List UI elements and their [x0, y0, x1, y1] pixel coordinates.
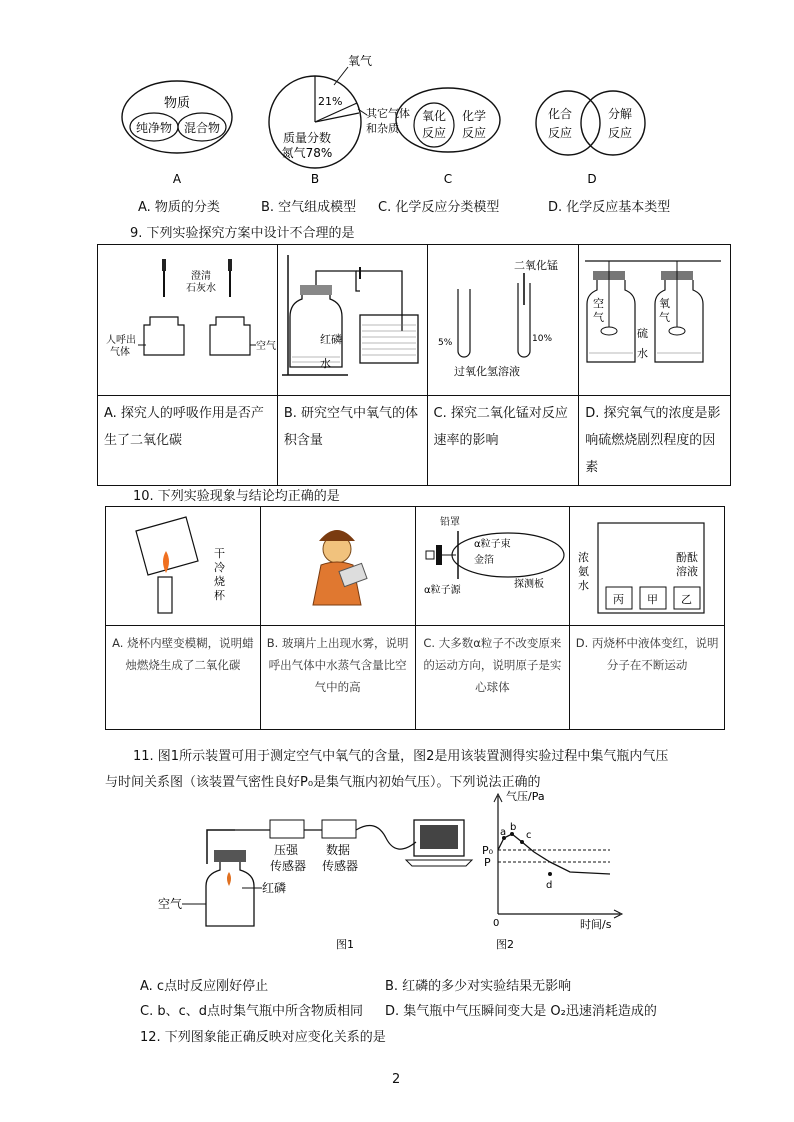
q10d-nh3-1: 浓 — [578, 551, 590, 564]
fig2-point-b: b — [510, 822, 517, 833]
q11-option-a: A. c点时反应刚好停止 — [140, 979, 269, 994]
q10c-source: α粒子源 — [423, 585, 461, 596]
fig1-air: 空气 — [158, 897, 183, 911]
model-d-letter: D — [587, 172, 597, 186]
q10-image-a — [106, 507, 259, 621]
q9a-bottle-right — [210, 317, 250, 355]
fig2-caption: 图2 — [496, 938, 514, 951]
fig1-sensor2a: 数据 — [326, 843, 351, 857]
fig1-data-sensor — [322, 820, 356, 838]
q9d-o2: 气 — [659, 311, 671, 324]
q9d-o1: 氧 — [659, 297, 671, 310]
model-b-oxygen: 氧气 — [348, 55, 373, 68]
q9d-air2: 气 — [593, 311, 605, 324]
fig2-curve — [498, 834, 610, 874]
q10a-label-0: 干 — [214, 547, 225, 560]
q11-option-c: C. b、c、d点时集气瓶中所含物质相同 — [140, 1004, 363, 1019]
model-a-outer — [122, 81, 232, 153]
q10d-phen1: 酚酞 — [676, 551, 699, 564]
fig2-ylabel: 气压/Pa — [506, 790, 545, 803]
q10-table — [105, 506, 725, 730]
q9a-reagent1: 澄清 — [191, 271, 211, 282]
q9c-5pct: 5% — [437, 338, 452, 348]
caption-a: A. 物质的分类 — [138, 200, 220, 215]
fig2-point-a: a — [500, 827, 507, 838]
q9-image-d — [579, 245, 729, 391]
q9b-flask — [290, 291, 342, 367]
q10c-detector: 探测板 — [513, 579, 544, 590]
q9a-left1: 人呼出 — [106, 335, 136, 346]
fig2-point-d: d — [546, 880, 553, 891]
q9-option-c: C. 探究二氧化锰对反应速率的影响 — [433, 406, 568, 448]
model-c-letter: C — [443, 172, 453, 186]
q9a-right: 空气 — [256, 341, 276, 352]
q10d-beaker-c: 丙 — [613, 593, 625, 606]
model-b-other1: 其它气体 — [366, 107, 410, 120]
q9c-h2o2: 过氧化氢溶液 — [453, 365, 520, 378]
fig1-sensor2b: 传感器 — [322, 859, 359, 873]
q10-image-b — [261, 507, 414, 621]
q10-title: 10. 下列实验现象与结论均正确的是 — [133, 489, 340, 504]
caption-c: C. 化学反应分类模型 — [378, 200, 500, 215]
q10-image-d — [570, 507, 723, 621]
q10a-label-1: 冷 — [214, 561, 225, 574]
caption-d: D. 化学反应基本类型 — [548, 200, 671, 215]
q9b-phosphorus: 红磷 — [319, 333, 342, 346]
q10d-phen2: 溶液 — [676, 565, 699, 578]
fig2-xlabel: 时间/s — [580, 918, 612, 931]
q10-option-d: D. 丙烧杯中液体变红，说明分子在不断运动 — [575, 636, 719, 672]
q9c-mno2: 二氧化锰 — [513, 259, 558, 272]
q9a-bottle-left — [144, 317, 184, 355]
q10c-beam: α粒子束 — [473, 539, 511, 550]
fig1-sensor1b: 传感器 — [270, 859, 307, 873]
model-c-left1: 氧化 — [421, 109, 447, 123]
q11-line2: 与时间关系图（该装置气密性良好P₀是集气瓶内初始气压）。下列说法正确的 — [105, 775, 541, 790]
q10-option-b: B. 玻璃片上出现水雾，说明呼出气体中水蒸气含量比空气中的高 — [266, 636, 409, 694]
fig2-point-c: c — [526, 830, 532, 841]
q11-line1: 11. 图1所示装置可用于测定空气中氧气的含量，图2是用该装置测得实验过程中集气瓶内气压 — [133, 749, 669, 764]
model-c-right1: 化学 — [461, 109, 487, 123]
q9d-air1: 空 — [593, 297, 605, 310]
model-d-right2: 反应 — [607, 126, 633, 140]
model-a-right-label: 混合物 — [183, 121, 221, 135]
q9-image-a — [98, 245, 276, 391]
fig1-pressure-sensor — [270, 820, 304, 838]
model-c-right2: 反应 — [461, 126, 487, 140]
model-c-left2: 反应 — [421, 126, 447, 140]
q10-option-c: C. 大多数α粒子不改变原来的运动方向，说明原子是实心球体 — [423, 636, 562, 694]
model-d-right1: 分解 — [607, 107, 633, 121]
q9-option-a: A. 探究人的呼吸作用是否产生了二氧化碳 — [104, 406, 264, 448]
q11-option-d: D. 集气瓶中气压瞬间变大是 O₂迅速消耗造成的 — [385, 1004, 657, 1019]
model-b-letter: B — [310, 172, 320, 186]
q9-table — [97, 244, 731, 486]
q9b-water: 水 — [319, 357, 331, 370]
fig1-sensor1a: 压强 — [274, 843, 299, 857]
q9-title: 9. 下列实验探究方案中设计不合理的是 — [130, 226, 355, 241]
q10a-candle — [158, 577, 172, 613]
q9c-10pct: 10% — [531, 334, 552, 344]
q10c-foil: 金箔 — [473, 555, 494, 566]
q9-option-d: D. 探究氧气的浓度是影响硫燃烧剧烈程度的因素 — [585, 406, 721, 475]
q10d-beaker-a: 甲 — [647, 593, 659, 606]
q9-option-b: B. 研究空气中氧气的体积含量 — [283, 406, 419, 448]
caption-b: B. 空气组成模型 — [261, 200, 357, 215]
model-d-left1: 化合 — [547, 107, 573, 121]
q9a-reagent2: 石灰水 — [186, 283, 216, 294]
q9-image-c — [428, 245, 578, 391]
q11-option-b: B. 红磷的多少对实验结果无影响 — [385, 979, 572, 994]
q9a-left2: 气体 — [110, 347, 130, 358]
model-b-mass1: 质量分数 — [282, 131, 332, 145]
q9d-water: 水 — [637, 347, 649, 360]
q10-option-a: A. 烧杯内壁变模糊，说明蜡烛燃烧生成了二氧化碳 — [112, 636, 254, 672]
model-b-mass2: 氮气78% — [281, 146, 333, 160]
q9d-sulfur: 硫 — [637, 327, 649, 340]
q10a-label-2: 烧 — [214, 575, 225, 588]
model-a-left-label: 纯净物 — [135, 121, 173, 135]
fig2-origin: 0 — [493, 918, 500, 929]
q10a-label-3: 杯 — [214, 589, 225, 602]
fig1-caption: 图1 — [336, 938, 354, 951]
q9c-tube-left — [458, 289, 470, 357]
q12-title: 12. 下列图象能正确反映对应变化关系的是 — [140, 1030, 386, 1045]
model-a-outer-label: 物质 — [163, 96, 191, 111]
q11-figures — [150, 790, 650, 960]
q10d-nh3-2: 氨 — [578, 565, 590, 578]
classification-models — [120, 55, 720, 190]
fig1-flask — [206, 862, 254, 926]
q10d-beaker-b: 乙 — [681, 593, 693, 606]
page-number: 2 — [392, 1072, 401, 1087]
q10-image-c — [416, 507, 569, 621]
model-a-letter: A — [172, 172, 182, 186]
model-b-other2: 和杂质 — [366, 122, 399, 135]
fig2-p: P — [484, 856, 491, 869]
fig1-phosphorus: 红磷 — [262, 881, 287, 895]
q9b-beaker — [360, 315, 418, 363]
model-d-left2: 反应 — [547, 126, 573, 140]
model-b-21pct: 21% — [318, 95, 343, 108]
fig2-p0: P₀ — [482, 844, 494, 857]
q10c-lead: 铅罩 — [439, 517, 460, 528]
q10d-nh3-3: 水 — [578, 579, 590, 592]
q9-image-b — [278, 245, 426, 391]
